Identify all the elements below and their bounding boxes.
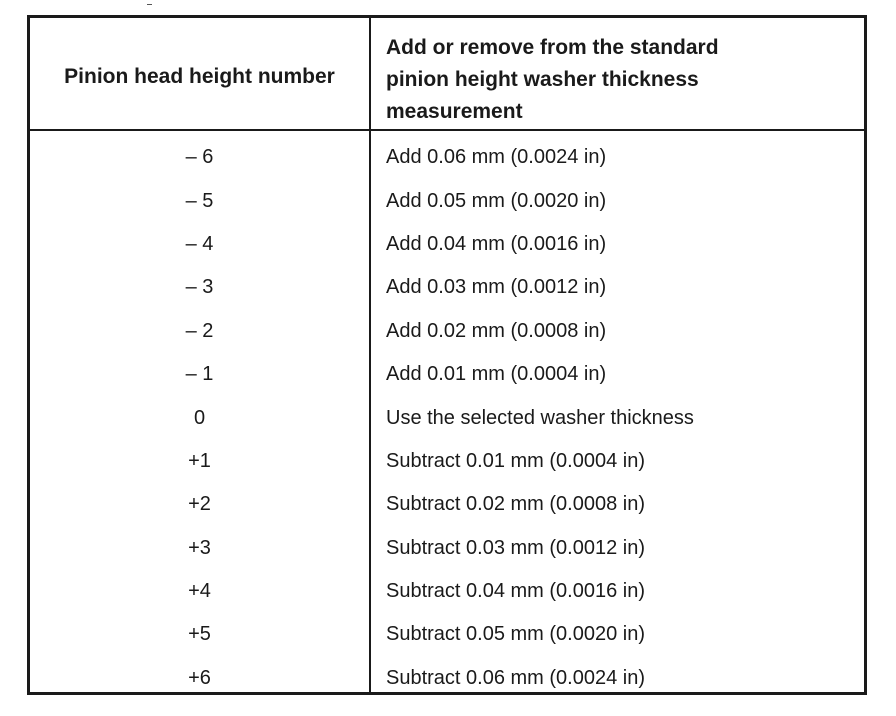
pinion-number-cell: +3 (188, 536, 211, 559)
table-row (30, 440, 864, 483)
header-adjustment-line-3: measurement (386, 100, 523, 123)
table-row (30, 136, 864, 179)
header-pinion-number-label: Pinion head height number (64, 65, 335, 88)
pinion-number-cell: +1 (188, 449, 211, 472)
adjustment-cell: Subtract 0.05 mm (0.0020 in) (386, 623, 646, 646)
table-row (30, 657, 864, 700)
pinion-number-cell: – 1 (185, 363, 214, 386)
pinion-number-cell: +6 (188, 666, 211, 689)
header-adjustment (386, 32, 846, 128)
table-row (30, 396, 864, 439)
pinion-number-cell: – 4 (185, 232, 214, 255)
header-pinion-number (30, 18, 369, 129)
pinion-number-cell: – 2 (185, 319, 214, 342)
adjustment-cell: Add 0.04 mm (0.0016 in) (386, 232, 607, 255)
adjustment-cell: Subtract 0.01 mm (0.0004 in) (386, 449, 646, 472)
adjustment-cell: Add 0.01 mm (0.0004 in) (386, 363, 607, 386)
header-adjustment-line-2: pinion height washer thickness (386, 68, 699, 91)
adjustment-cell: Add 0.02 mm (0.0008 in) (386, 319, 607, 342)
table-row (30, 483, 864, 526)
pinion-number-cell: – 6 (185, 146, 214, 169)
header-rule (30, 129, 864, 131)
pinion-number-cell: +4 (188, 580, 211, 603)
table-row (30, 179, 864, 222)
pinion-number-cell: – 5 (185, 189, 214, 212)
adjustment-cell: Subtract 0.04 mm (0.0016 in) (386, 580, 646, 603)
table-row (30, 223, 864, 266)
table-row (30, 570, 864, 613)
table-row (30, 310, 864, 353)
table-row (30, 613, 864, 656)
adjustment-cell: Subtract 0.02 mm (0.0008 in) (386, 493, 646, 516)
header-adjustment-line-1: Add or remove from the standard (386, 36, 719, 59)
adjustment-cell: Add 0.05 mm (0.0020 in) (386, 189, 607, 212)
pinion-number-cell: – 3 (185, 276, 214, 299)
adjustment-cell: Subtract 0.03 mm (0.0012 in) (386, 536, 646, 559)
adjustment-cell: Add 0.06 mm (0.0024 in) (386, 146, 607, 169)
table-body (30, 136, 864, 700)
adjustment-cell: Add 0.03 mm (0.0012 in) (386, 276, 607, 299)
table-row (30, 353, 864, 396)
scan-mark (147, 4, 152, 5)
pinion-number-cell: +5 (188, 623, 211, 646)
table-row (30, 266, 864, 309)
pinion-number-cell: 0 (193, 406, 206, 429)
adjustment-cell: Subtract 0.06 mm (0.0024 in) (386, 666, 646, 689)
pinion-number-cell: +2 (188, 493, 211, 516)
adjustment-cell: Use the selected washer thickness (386, 406, 694, 429)
pinion-washer-table (27, 15, 867, 695)
table-row (30, 527, 864, 570)
